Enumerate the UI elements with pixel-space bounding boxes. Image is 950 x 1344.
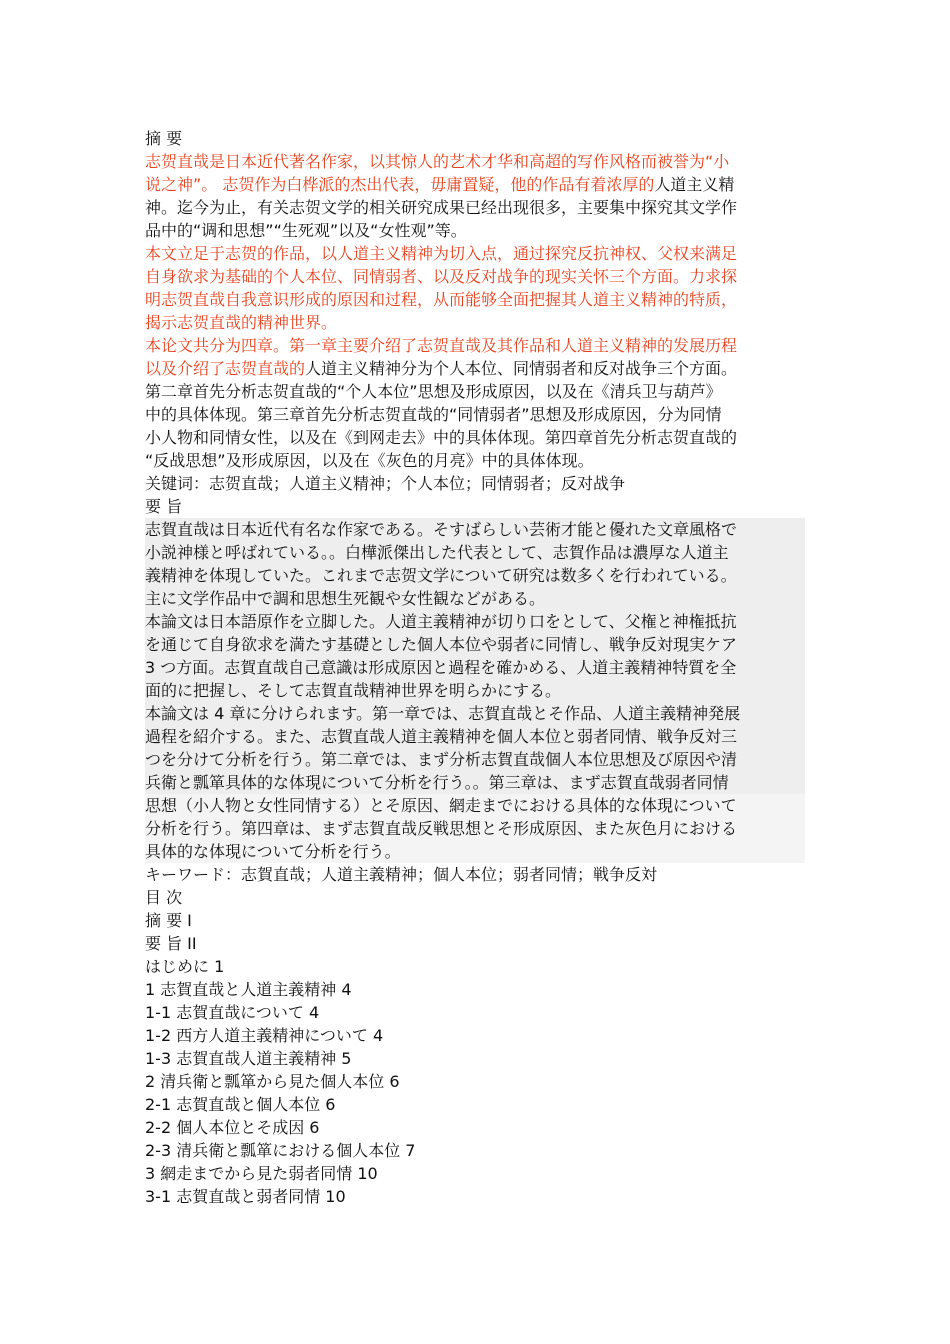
abstract-cn-p3-line: 中的具体体现。第三章首先分析志贺直哉的“同情弱者”思想及形成原因，分为同情 [145,405,722,424]
abstract-cn-keywords: 关键词：志贺直哉；人道主义精神；个人本位；同情弱者；反对战争 [145,474,626,493]
toc-entry[interactable]: はじめに 1 [145,957,225,976]
toc-entry[interactable]: 1 志賀直哉と人道主義精神 4 [145,980,352,999]
toc-entry[interactable]: 2-2 個人本位とそ成因 6 [145,1118,320,1137]
abstract-jp-p3-line: 兵衛と瓢箪具体的な体現について分析を行う。。第三章は、まず志賀直哉弱者同情 [145,771,805,794]
abstract-cn-p3-line: 第二章首先分析志贺直哉的“个人本位”思想及形成原因，以及在《清兵卫与葫芦》 [145,382,722,401]
abstract-jp-p1-line: 義精神を体現していた。これまで志贺文学について研究は数多くを行われている。 [145,564,805,587]
toc-entry[interactable]: 2 清兵衛と瓢箪から見た個人本位 6 [145,1072,400,1091]
abstract-cn-p1-line: 神。迄今为止，有关志贺文学的相关研究成果已经出现很多，主要集中探究其文学作 [145,198,738,217]
document-page [145,127,805,1208]
abstract-jp-keywords: キーワード：志賀直哉；人道主義精神；個人本位；弱者同情；戦争反対 [145,865,658,884]
plain-text: 人道主义精 [654,175,735,194]
abstract-cn-p3-line: 小人物和同情女性，以及在《到网走去》中的具体体现。第四章首先分析志贺直哉的 [145,428,738,447]
toc-entry[interactable]: 3-1 志賀直哉と弱者同情 10 [145,1187,346,1206]
abstract-cn-p2-line: 自身欲求为基础的个人本位、同情弱者、以及反对战争的现实关怀三个方面。力求探 [145,267,738,286]
abstract-jp-p3-line: 具体的な体現について分析を行う。 [145,840,805,863]
toc-heading: 目 次 [145,888,183,907]
abstract-jp-p1-line: 小説神様と呼ばれている。。白樺派傑出した代表として、志賀作品は濃厚な人道主 [145,541,805,564]
toc-entry[interactable]: 1-3 志賀直哉人道主義精神 5 [145,1049,352,1068]
abstract-cn-p3-line: 本论文共分为四章。第一章主要介绍了志贺直哉及其作品和人道主义精神的发展历程 [145,336,738,355]
abstract-jp-p1-line: 志賀直哉は日本近代有名な作家である。そすばらしい芸術才能と優れた文章風格で [145,518,805,541]
abstract-jp-p1-line: 主に文学作品中で調和思想生死観や女性観などがある。 [145,587,805,610]
abstract-cn-heading: 摘 要 [145,129,183,148]
abstract-cn-p3-line: “反战思想”及形成原因，以及在《灰色的月亮》中的具体体现。 [145,451,594,470]
abstract-cn-p2-line: 本文立足于志贺的作品，以人道主义精神为切入点，通过探究反抗神权、父权来满足 [145,244,738,263]
abstract-cn-p3-line [145,357,805,380]
toc-entry[interactable]: 1-2 西方人道主義精神について 4 [145,1026,384,1045]
abstract-cn-p1-line: 志贺直哉是日本近代著名作家，以其惊人的艺术才华和高超的写作风格而被誉为“小 [145,152,730,171]
abstract-cn-p1-line [145,173,805,196]
toc-entry[interactable]: 1-1 志賀直哉について 4 [145,1003,320,1022]
abstract-jp-p2-line: 3 つ方面。志賀直哉自己意識は形成原因と過程を確かめる、人道主義精神特質を全 [145,656,805,679]
toc-entry[interactable]: 2-3 清兵衛と瓢箪における個人本位 7 [145,1141,416,1160]
toc-entry[interactable]: 要 旨 II [145,934,197,953]
abstract-jp-p3-line: 思想（小人物と女性同情する）とそ原因、網走までにおける具体的な体現について [145,794,805,817]
abstract-cn-p2-line: 揭示志贺直哉的精神世界。 [145,313,338,332]
plain-text: 人道主义精神分为个人本位、同情弱者和反对战争三个方面。 [305,359,738,378]
abstract-jp-p3-line: 本論文は 4 章に分けられます。第一章では、志賀直哉とそ作品、人道主義精神発展 [145,702,805,725]
abstract-jp-heading: 要 旨 [145,497,183,516]
highlighted-text: 以及介绍了志贺直哉的 [145,359,306,378]
toc-entry[interactable]: 摘 要 I [145,911,192,930]
abstract-jp-p3-line: つを分けて分析を行う。第二章では、まず分析志賀直哉個人本位思想及び原因や清 [145,748,805,771]
abstract-cn-p1-line: 品中的“调和思想”“生死观”以及“女性观”等。 [145,221,467,240]
abstract-jp-p2-line: を通じて自身欲求を満たす基礎とした個人本位や弱者に同情し、戦争反対現実ケア [145,633,805,656]
abstract-cn-p2-line: 明志贺直哉自我意识形成的原因和过程，从而能够全面把握其人道主义精神的特质， [145,290,738,309]
abstract-jp-p3-line: 過程を紹介する。また、志賀直哉人道主義精神を個人本位と弱者同情、戦争反対三 [145,725,805,748]
toc-entry[interactable]: 3 網走までから見た弱者同情 10 [145,1164,378,1183]
toc-entry[interactable]: 2-1 志賀直哉と個人本位 6 [145,1095,336,1114]
highlighted-text: 说之神”。 志贺作为白桦派的杰出代表，毋庸置疑，他的作品有着浓厚的 [145,175,655,194]
abstract-jp-p2-line: 面的に把握し、そして志賀直哉精神世界を明らかにする。 [145,679,805,702]
abstract-jp-p3-line: 分析を行う。第四章は、まず志賀直哉反戦思想とそ形成原因、また灰色月における [145,817,805,840]
abstract-jp-p2-line: 本論文は日本語原作を立脚した。人道主義精神が切り口をとして、父権と神権抵抗 [145,610,805,633]
